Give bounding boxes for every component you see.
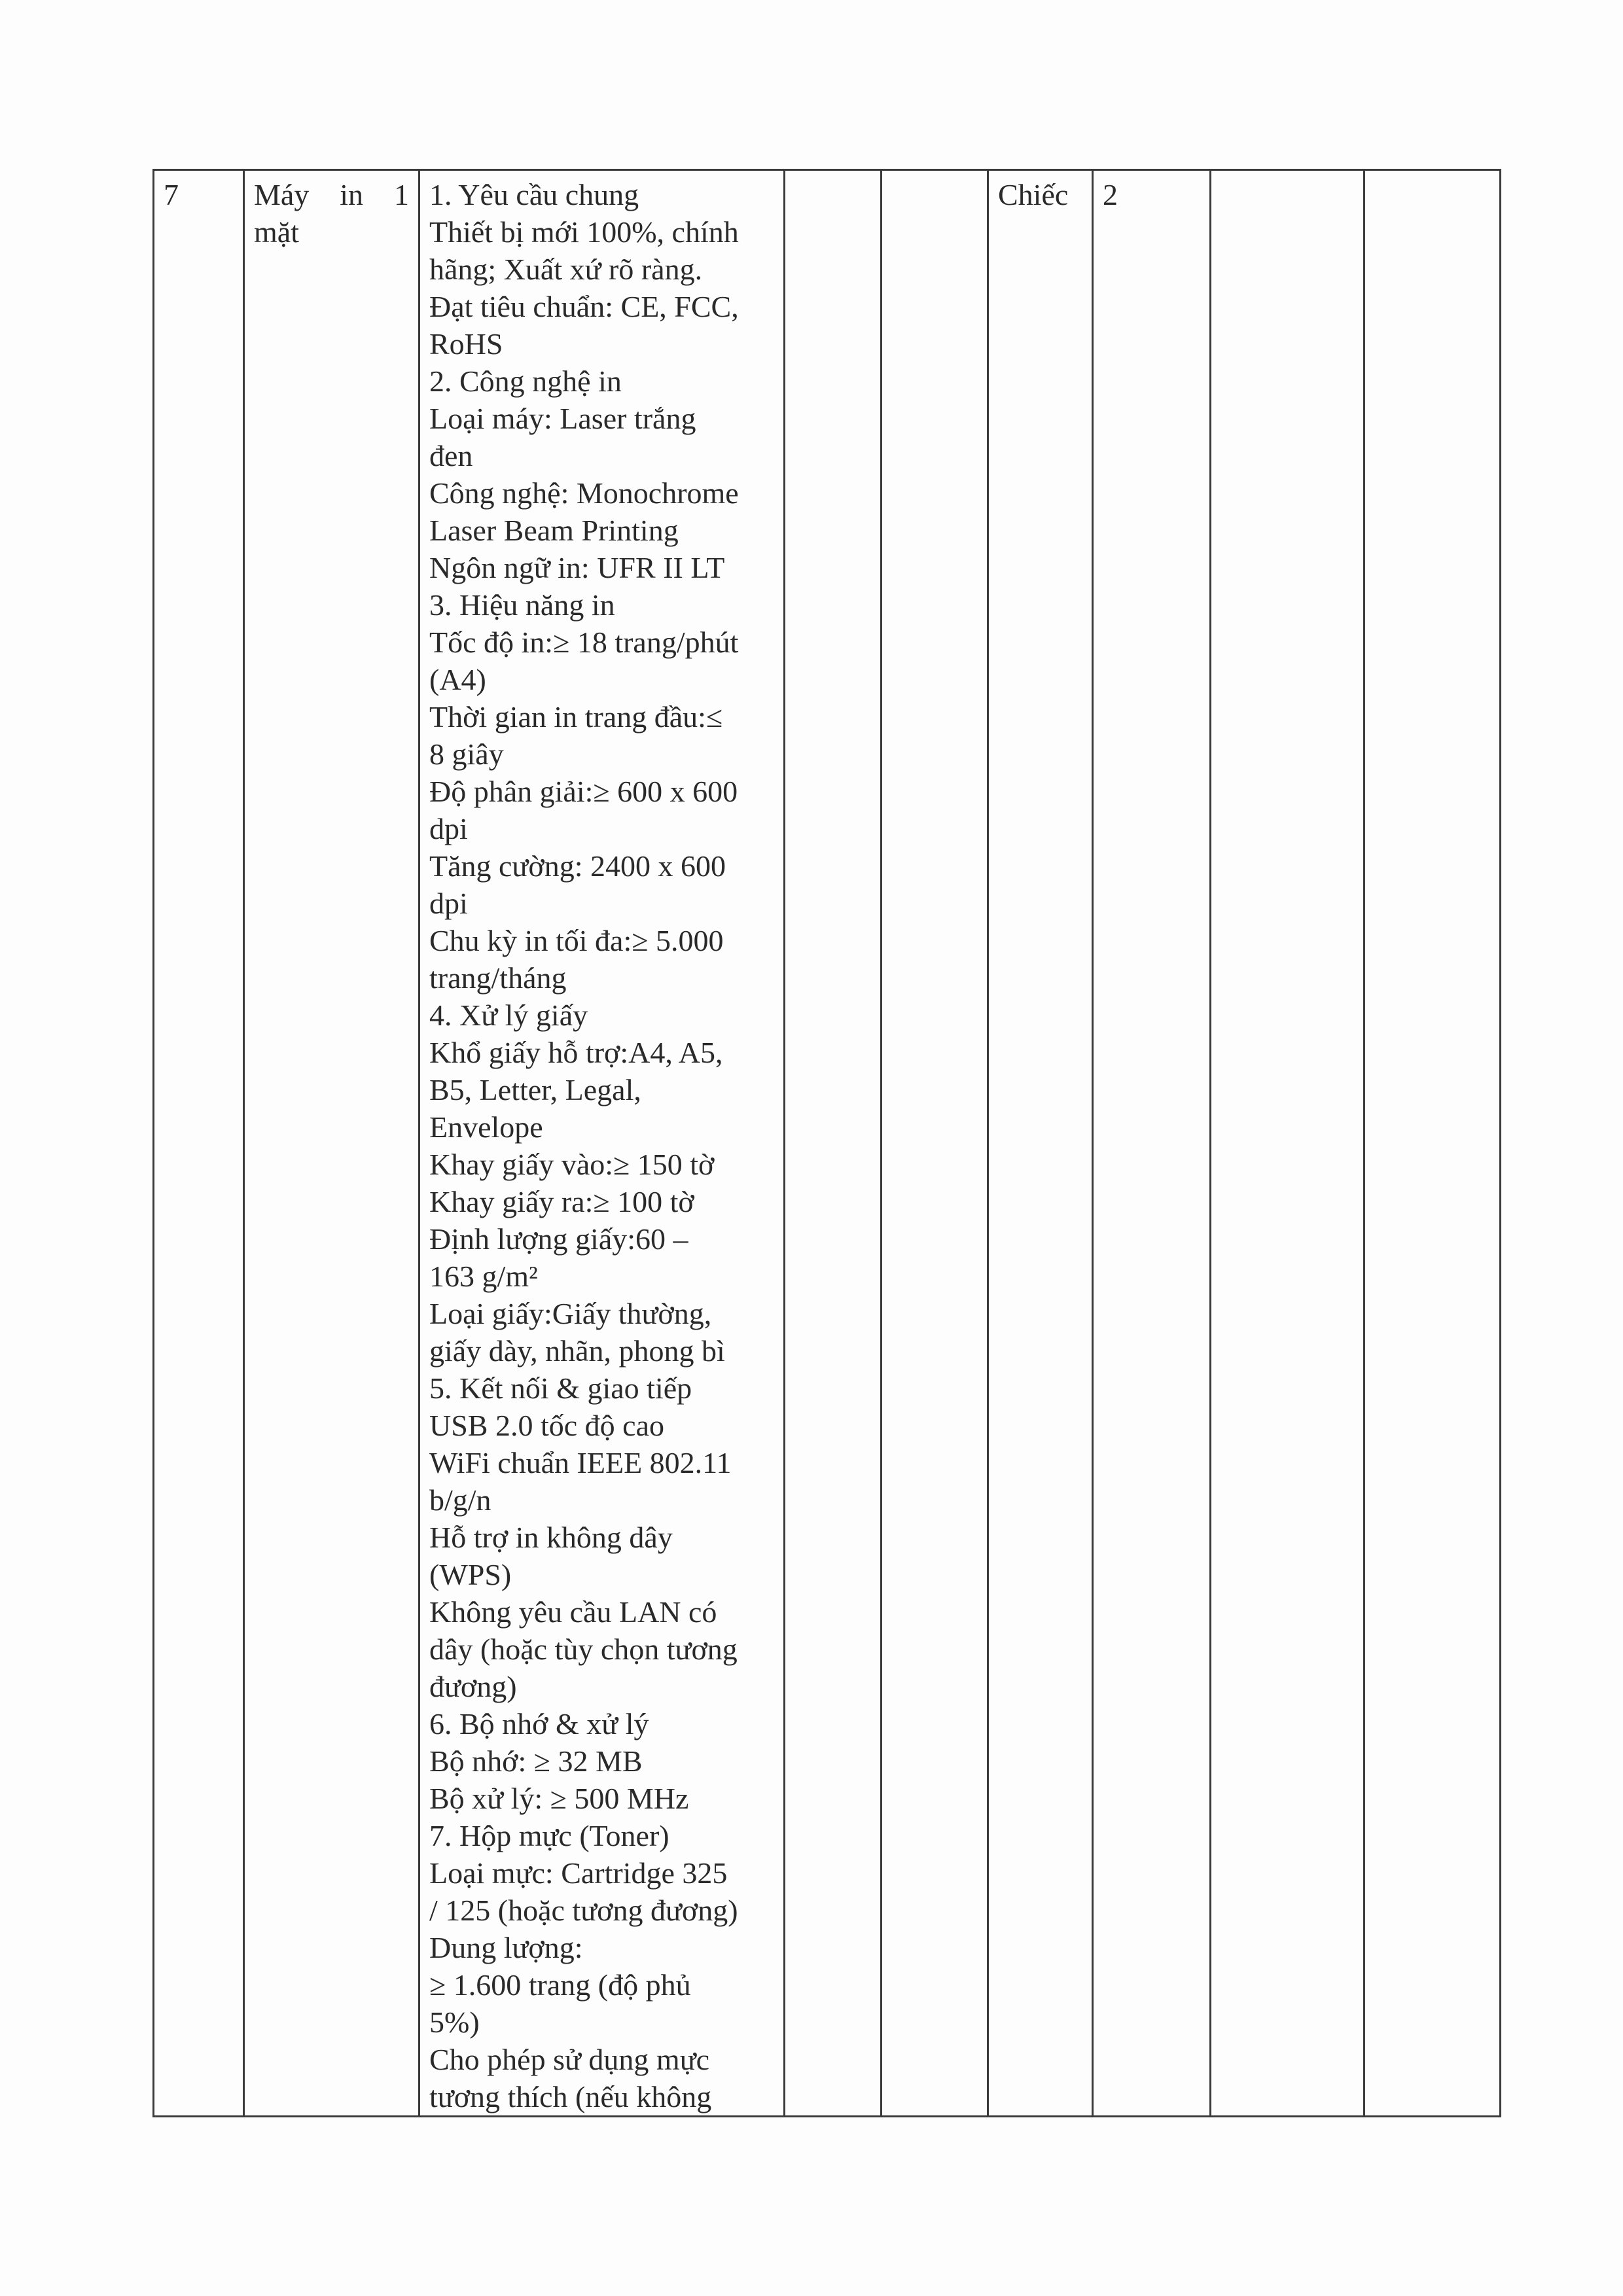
description-line: Loại máy: Laser trắng: [429, 402, 696, 435]
description-line: Loại giấy:Giấy thường,: [429, 1297, 712, 1330]
table-row: [154, 170, 1501, 2117]
description-line: Envelope: [429, 1110, 543, 1144]
description-line: USB 2.0 tốc độ cao: [429, 1409, 665, 1442]
description-line: giấy dày, nhãn, phong bì: [429, 1334, 725, 1368]
description-line: WiFi chuẩn IEEE 802.11: [429, 1446, 732, 1479]
description-line: đương): [429, 1670, 517, 1703]
description-line: 5%): [429, 2005, 480, 2039]
description-line: Thời gian in trang đầu:≤: [429, 700, 723, 733]
description-line: tương thích (nếu không: [429, 2080, 712, 2113]
item-name-line-2: mặt: [254, 215, 299, 249]
description-line: 4. Xử lý giấy: [429, 998, 588, 1032]
description-line: Dung lượng:: [429, 1931, 583, 1964]
unit-cell: [988, 170, 1093, 2117]
description-line: Bộ nhớ: ≥ 32 MB: [429, 1744, 643, 1778]
description-line: Công nghệ: Monochrome: [429, 476, 739, 510]
description-line: Độ phân giải:≥ 600 x 600: [429, 775, 738, 808]
item-name: [245, 171, 418, 251]
empty-cell-1: [785, 170, 882, 2117]
description-line: / 125 (hoặc tương đương): [429, 1894, 738, 1927]
quantity-value: 2: [1103, 178, 1118, 211]
description-line: Cho phép sử dụng mực: [429, 2043, 710, 2076]
empty-cell-3: [1211, 170, 1364, 2117]
description-line: 6. Bộ nhớ & xử lý: [429, 1707, 649, 1740]
description-line: (WPS): [429, 1558, 512, 1591]
row-number: 7: [164, 178, 179, 211]
description-line: 5. Kết nối & giao tiếp: [429, 1371, 692, 1405]
description-line: Tốc độ in:≥ 18 trang/phút: [429, 626, 739, 659]
description-line: RoHS: [429, 327, 503, 361]
description-line: Ngôn ngữ in: UFR II LT: [429, 551, 725, 584]
description-line: Định lượng giấy:60 –: [429, 1222, 688, 1256]
technical-description: [420, 171, 783, 2115]
description-line: 7. Hộp mực (Toner): [429, 1819, 669, 1852]
description-line: Hỗ trợ in không dây: [429, 1521, 673, 1554]
quantity-cell: [1093, 170, 1211, 2117]
description-line: dpi: [429, 887, 468, 920]
description-line: 163 g/m²: [429, 1260, 538, 1293]
item-name-cell: [244, 170, 419, 2117]
description-line: Laser Beam Printing: [429, 514, 679, 547]
description-line: trang/tháng: [429, 961, 567, 995]
description-line: Tăng cường: 2400 x 600: [429, 849, 726, 883]
description-line: Bộ xử lý: ≥ 500 MHz: [429, 1782, 689, 1815]
description-line: Loại mực: Cartridge 325: [429, 1856, 728, 1890]
description-line: 3. Hiệu năng in: [429, 588, 615, 622]
description-line: dpi: [429, 812, 468, 845]
description-line: b/g/n: [429, 1483, 491, 1517]
description-line: Khay giấy ra:≥ 100 tờ: [429, 1185, 694, 1218]
description-line: B5, Letter, Legal,: [429, 1073, 641, 1106]
description-line: dây (hoặc tùy chọn tương: [429, 1633, 738, 1666]
description-line: 8 giây: [429, 737, 504, 771]
stt-cell: [154, 170, 244, 2117]
item-name-line-1: Máy in 1: [254, 178, 409, 211]
unit-label: Chiếc: [998, 178, 1069, 211]
description-line: đen: [429, 439, 473, 472]
description-line: Khổ giấy hỗ trợ:A4, A5,: [429, 1036, 723, 1069]
description-line: Đạt tiêu chuẩn: CE, FCC,: [429, 290, 739, 323]
empty-cell-2: [882, 170, 988, 2117]
description-line: Chu kỳ in tối đa:≥ 5.000: [429, 924, 724, 957]
description-line: Không yêu cầu LAN có: [429, 1595, 717, 1629]
description-line: 1. Yêu cầu chung: [429, 178, 639, 211]
description-line: (A4): [429, 663, 486, 696]
specification-table: [152, 169, 1501, 2117]
description-line: Thiết bị mới 100%, chính: [429, 215, 739, 249]
description-line: Khay giấy vào:≥ 150 tờ: [429, 1148, 715, 1181]
empty-cell-4: [1364, 170, 1501, 2117]
description-line: ≥ 1.600 trang (độ phủ: [429, 1968, 691, 2002]
description-line: hãng; Xuất xứ rõ ràng.: [429, 253, 703, 286]
description-cell: [419, 170, 785, 2117]
description-line: 2. Công nghệ in: [429, 364, 622, 398]
